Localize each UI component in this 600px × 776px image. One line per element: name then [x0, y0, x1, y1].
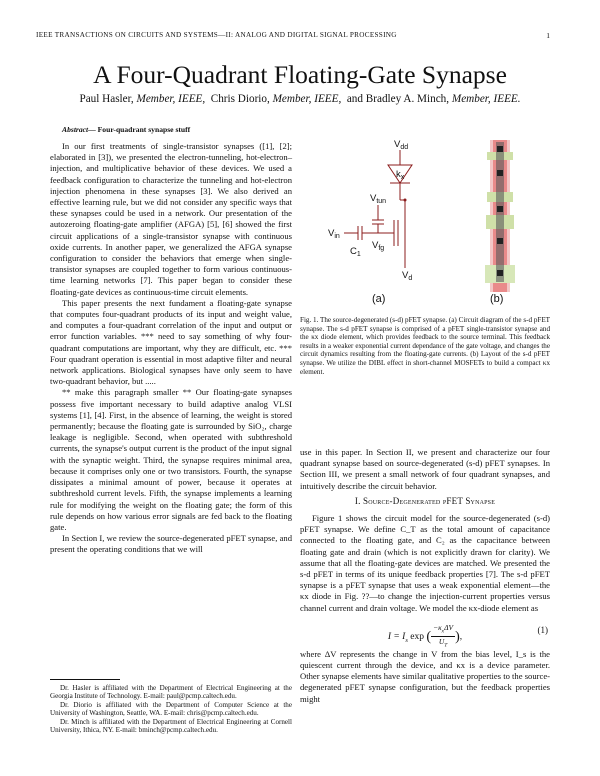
- author-line: [0, 93, 600, 105]
- figure-caption: Fig. 1. The source-degenerated (s-d) pFET synapse. (a) Circuit diagram of the s-d pFET synapse. The s-d pFET synapse is comprised of a pFET single-transistor synapse and the κx diode element, which provides feedback to the source terminal. This feedback results in a weaker exponential current dependance of the gate voltage, and changes the circuit dynamics resulting from the floating-gate currents. (b) Layout of the s-d pFET synapse. We utilize the DIBL effect in short-channel MOSFETs to build a compact κx element.: [300, 316, 550, 376]
- footnote: Dr. Hasler is affiliated with the Department of Electrical Engineering at the Georgia Institute of Technology. E-mail: paul@pcmp.caltech.edu.: [50, 684, 292, 701]
- layout-contact: [497, 206, 503, 212]
- right-column: [300, 447, 550, 705]
- vdd-label: $V_{dd}$: [394, 139, 409, 151]
- layout-contact: [497, 146, 503, 152]
- abstract-lead: Abstract: [62, 125, 89, 134]
- section-heading: I. Source-Degenerated pFET Synapse: [354, 495, 496, 506]
- equation-body: $I = I_s$ exp ( $\frac{-\kappa_x\Delta V}{U_T}$ ),: [387, 622, 463, 649]
- vtun-label: $V_{tun}$: [370, 193, 387, 205]
- author-role: Member, IEEE,: [136, 93, 206, 105]
- footnote: Dr. Minch is affiliated with the Department of Electrical Engineering at Cornell University, Ithica, NY. E-mail: bminch@pcmp.caltech.edu.: [50, 717, 292, 735]
- footnote: Dr. Diorio is affiliated with the Department of Computer Science at the University of Washington, Seattle, WA. E-mail: chris@pcmp.caltech.edu.: [50, 700, 292, 718]
- paragraph: Figure 1 shows the circuit model for the source-degenerated (s-d) pFET synapse. We define C_T as the total amount of capacitance connected to the floating gate, and C₂ as the capacitance between floating gate and drain (which is not explicitly drawn for clarity). We assume that all the floating-gate devices are matched. We presented the s-d pFET in terms of its unique feedback properties [7]. The s-d pFET synapse is a pFET synapse that uses a weak exponential element—the κx diode in Fig. ??—to change the injection-current properties versus channel current and drain voltage. We model the κx-diode element as: [300, 513, 550, 613]
- abstract: [50, 125, 292, 135]
- equation-1: [300, 620, 550, 649]
- figure-1: [310, 120, 540, 310]
- vin-label: $V_{in}$: [328, 228, 340, 240]
- kx-label: $k_x$: [396, 169, 405, 181]
- layout-contact: [497, 170, 503, 176]
- layout-graphic: [485, 140, 515, 292]
- paper-title: A Four-Quadrant Floating-Gate Synapse: [93, 60, 507, 89]
- figure-label-a: (a): [372, 293, 386, 305]
- node-dot: [404, 199, 407, 202]
- paragraph: where ΔV represents the change in V from the bias level, I_s is the quiescent current through the device, and κx is a device parameter. Other synapse elements have similar qualitative properties to the source-degenerated pFET synapse configuration, but the feedback properties might: [300, 648, 550, 704]
- figure-label-b: (b): [490, 293, 504, 305]
- paragraph: In Section I, we review the source-degenerated pFET synapse, and present the operating conditions that we will: [50, 533, 292, 555]
- author-role: Member, IEEE,: [272, 93, 342, 105]
- layout-contact: [497, 270, 503, 276]
- equation-number: (1): [537, 624, 548, 635]
- paragraph: In our first treatments of single-transistor synapses ([1], [2]; elaborated in [3]), we presented the electron-tunneling, hot-electron–injection, and multiplicative behavior of these devices. We used a feedback configuration to characterize the tunneling and hot-electron injection phenomena in these synapses [3]. We also derived an effective learning rule, but we did not consider any specific ways that these synapses could be used in a network. Our presentation of the autozeroing floating-gate amplifier (AFGA) [5], [6] showed the first circuit applications of a single-transistor synapse with continuous oxide currents. In another paper, we generalized the AFGA synapse configuration to consider the behaviors that emerge when single-transistor synapses are coupled together to form various continuous-time learning networks [7]. This paper began to consider these floating-gate devices as continuous-time circuit elements.: [50, 141, 292, 297]
- author-name: and Bradley A. Minch,: [346, 93, 450, 105]
- abstract-text: — Four-quadrant synapse stuff: [88, 125, 191, 134]
- equation-fraction: $\frac{-\kappa_x\Delta V}{U_T}$: [433, 622, 454, 649]
- author-role: Member, IEEE.: [451, 93, 521, 105]
- author-name: Paul Hasler,: [79, 93, 134, 105]
- author-name: Chris Diorio,: [210, 93, 270, 105]
- footnote-rule: [50, 679, 120, 680]
- page-number: 1: [546, 31, 550, 40]
- layout-contact: [497, 238, 503, 244]
- paragraph: ** make this paragraph smaller ** Our floating-gate synapses possess five important necessary to build adaptive analog VLSI systems [1], [4]. First, in the absence of learning, the weight is stored permanently; because the floating gate is surrounded by SiO₂, charge leakage is negligible. Second, when operated with subthreshold currents, the synapse's output current is the product of the input signal with the synaptic weight. Third, the synapse requires minimal area, because it comprises only one or two transistors. Fourth, the synapse dissipates a minimal amount of power, because it operates at subthreshold current levels. Fifth, the synapse implements a learning rule for modifying the weight on the floating gate; the form of this rule depends on how various error signals are fed back to the floating gate.: [50, 387, 292, 532]
- vfg-label: $V_{fg}$: [372, 240, 385, 252]
- paragraph: This paper presents the next fundament a floating-gate synapse that computes four-quadrant products of its input and weight value, and computes a four-quadrant correlation of the input and output or error function variables. *** need to say something of why four-quadrant computations are important, why they are difficult, etc. *** Four quadrant operation is essential in most adaptive filter and neural network applications. Biological synapses have only seem to have two-quadrant behavior, but .....: [50, 297, 292, 387]
- paragraph: use in this paper. In Section II, we present and characterize our four quadrant synapse based on source-degenerated (s-d) pFET synapses. In Section III, we present a small network of four quadrant synapses, and intuitively describe the circuit behavior.: [300, 447, 550, 491]
- vd-label: $V_d$: [402, 270, 413, 282]
- running-head: IEEE TRANSACTIONS ON CIRCUITS AND SYSTEMS—II: ANALOG AND DIGITAL SIGNAL PROCESSING: [36, 31, 397, 39]
- left-column: [50, 125, 292, 556]
- c1-label: $C_1$: [350, 246, 361, 258]
- figure-1-graphic: [310, 120, 540, 310]
- footnotes: [50, 684, 292, 734]
